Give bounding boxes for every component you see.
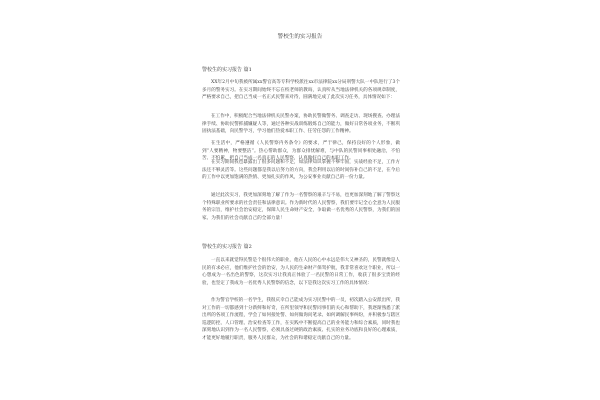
document-title: 警校生的实习报告 [277, 34, 323, 40]
section-2-paragraph-2: 作为警官学校的一名学生，我很庆幸自己能成为实习民警中的一员，初次踏入公安派出所，我对工作的一切都感到十分新鲜和好奇，在所里领导和民警同事们的关心和帮助下，我逐渐熟悉了派出所的各项工作流程，学会了如何接处警、如何做询问笔录、如何调解民事纠纷，并积极参与辖区巡逻防控、人口管理、治安检查等工作，在实践中不断提高自己的业务能力和综合素质，同时我也深刻地认识到作为一名人民警察，必须具备过硬的政治素质、扎实的业务功底和良好的心理素质，才能更好地履行职责，服务人民群众，为社会的和谐稳定贡献自己的力量。 [202, 298, 400, 341]
section-1-paragraph-5: 通过此次实习，我更加深刻地了解了作为一名警察的艰辛与不易，也更加深刻地了解了警察这个特殊职业所要求的社会责任和法律意识。作为新时代的人民警察，我们要牢记全心全意为人民服务的宗旨，维护社会治安稳定，保障人民生命财产安全，争取做一名优秀的人民警察，为我们的国家、为我们的社会贡献自己的全部力量！ [202, 193, 400, 221]
section-2-paragraph-1: 一直以来就觉得民警是个很伟大的职业，他在人民的心中永远是伟大又神圣的，民警就像是人民的有求必应，他们维护社会的治安，为人民的生命财产保驾护航，我非常喜欢这个职业，所以一心想成为一名出色的警察，这次实习让我真正体验了一名民警的日常工作，收获了很多宝贵的经验，也坚定了我成为一名优秀人民警察的信念，以下是我这次实习工作的具体情况： [202, 258, 400, 286]
section-1-paragraph-4: 在实习期间我也暴露出了很多问题和不足，如法律知识掌握不够牢固，实战经验不足，工作方法还不够灵活等。这些问题都是我以后努力的方向，我会利用以后的时间弥补自己的不足，在今后的工作中以更加饱满的热情、更加扎实的作风，为公安事业贡献自己的一份力量。 [202, 160, 400, 181]
section-heading-2: 警校生的实习报告 篇2 [202, 244, 252, 250]
section-1-paragraph-2: 在工作中，积极配合当地法律机关民警办案，协助民警做警务、调查走访、现场搜查、办理法律手续、协助民警抓捕嫌疑人等，通过各种实战训练锻炼自己的能力，做好日常各项业务，不断巩固执法基础，向民警学习，学习他们热爱本职工作、任劳任怨的工作精神。 [202, 114, 400, 135]
section-1-paragraph-1: XX年2月中旬我被所属xx警官高等专科学校派往xx市法律院xx分局刑警大队一中队进行了3个多月的警务实习。在实习期间始终不忘在校老师的教诲，认真听从当地法律机关的各项规章制度，严格要求自己，把自己当成一名正式民警来对待，圆满地完成了此次实习任务，具体情况如下： [202, 80, 400, 101]
section-1-paragraph-3: 在生活中，严格遵循《人民警察内务条令》的要求，严于律己，保持良好的个人形象，做到“人要精神，物要整洁”。热心帮助群众，为群众排忧解难，与中队的民警同事相处融洽，不怕苦、不怕累，把自己当成一名真正的人民警察，认真做好自己的本职工作。 [202, 141, 400, 162]
section-heading-1: 警校生的实习报告 篇1 [202, 67, 252, 73]
